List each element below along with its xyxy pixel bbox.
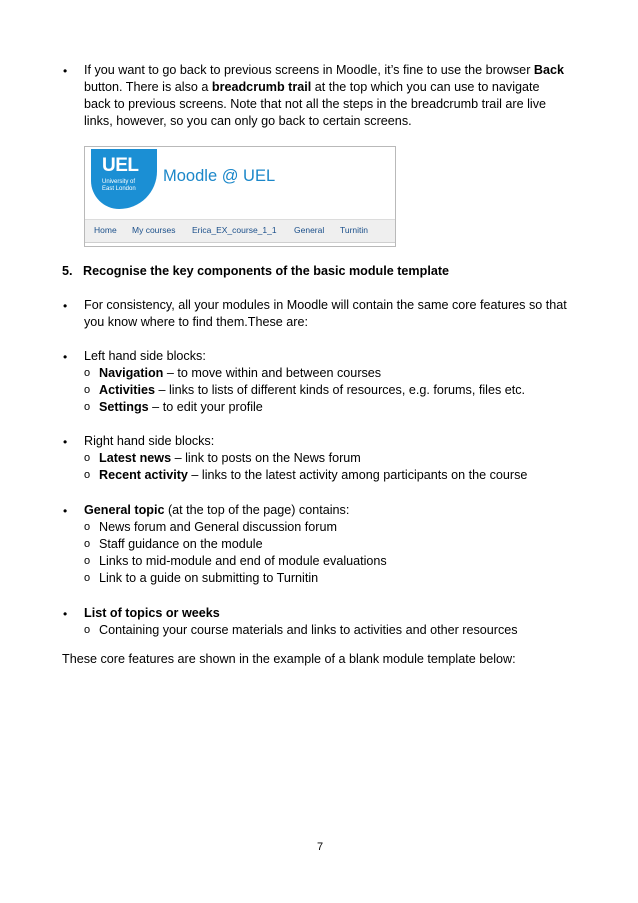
consistency-paragraph xyxy=(84,297,584,331)
item-text: – to edit your profile xyxy=(148,400,263,414)
intro-text-2: button. There is also a xyxy=(84,80,212,94)
list-item xyxy=(99,382,579,399)
list-item: Links to mid-module and end of module evaluations xyxy=(99,554,387,568)
subbullet-icon: o xyxy=(84,367,91,379)
bullet-icon: • xyxy=(63,350,68,364)
subbullet-icon: o xyxy=(84,401,91,413)
subbullet-icon: o xyxy=(84,521,91,533)
breadcrumb-my-courses[interactable]: My courses xyxy=(132,225,176,235)
list-item xyxy=(99,365,579,382)
item-bold: Activities xyxy=(99,383,155,397)
bullet-icon: • xyxy=(63,504,68,518)
breadcrumb-general[interactable]: General xyxy=(294,225,325,235)
subbullet-icon: o xyxy=(84,555,91,567)
left-blocks-heading: Left hand side blocks: xyxy=(84,349,206,363)
subbullet-icon: o xyxy=(84,538,91,550)
breadcrumb-home[interactable]: Home xyxy=(94,225,117,235)
section-number: 5. xyxy=(62,264,73,278)
section-title: Recognise the key components of the basic module template xyxy=(83,264,450,278)
list-item xyxy=(99,399,579,416)
page-number: 7 xyxy=(316,841,324,853)
list-item: Containing your course materials and links to activities and other resources xyxy=(99,623,518,637)
general-topic-text: (at the top of the page) contains: xyxy=(164,503,350,517)
intro-paragraph xyxy=(84,62,584,130)
uel-logo xyxy=(91,149,157,209)
intro-text-3: at the top which you can use to navigate xyxy=(311,80,540,94)
item-text: – to move within and between courses xyxy=(163,366,382,380)
intro-bold-back: Back xyxy=(533,63,564,77)
breadcrumb-turnitin[interactable]: Turnitin xyxy=(340,225,369,235)
item-text: – links to lists of different kinds of resources, e.g. forums, files etc. xyxy=(155,383,526,397)
item-bold: Recent activity xyxy=(99,468,188,482)
right-blocks-heading: Right hand side blocks: xyxy=(84,434,215,448)
list-item: Staff guidance on the module xyxy=(99,537,263,551)
logo-subtitle xyxy=(102,179,136,192)
item-bold: Navigation xyxy=(99,366,164,380)
site-title: Moodle @ UEL xyxy=(163,167,276,185)
list-item xyxy=(99,467,579,484)
logo-text: UEL xyxy=(102,155,139,176)
subbullet-icon: o xyxy=(84,469,91,481)
intro-text-4: back to previous screens. Note that not all the steps in the breadcrumb trail are live xyxy=(84,97,547,111)
item-text: – links to the latest activity among participants on the course xyxy=(187,468,528,482)
intro-bold-breadcrumb: breadcrumb trail xyxy=(211,80,312,94)
general-topic-bold: General topic xyxy=(84,503,165,517)
breadcrumb-course[interactable]: Erica_EX_course_1_1 xyxy=(192,225,277,235)
bullet-icon: • xyxy=(63,64,68,78)
closing-paragraph: These core features are shown in the example of a blank module template below: xyxy=(62,652,516,666)
item-bold: Settings xyxy=(99,400,149,414)
list-item xyxy=(99,450,579,467)
subbullet-icon: o xyxy=(84,624,91,636)
list-item: Link to a guide on submitting to Turnitin xyxy=(99,571,319,585)
subbullet-icon: o xyxy=(84,384,91,396)
logo-sub-1: University of xyxy=(102,179,136,185)
item-text: – link to posts on the News forum xyxy=(171,451,361,465)
subbullet-icon: o xyxy=(84,572,91,584)
consistency-text-1: For consistency, all your modules in Moodle will contain the same core features so that xyxy=(84,298,567,312)
moodle-header-screenshot xyxy=(84,146,396,247)
bullet-icon: • xyxy=(63,607,68,621)
logo-sub-2: East London xyxy=(102,185,136,192)
general-topic-heading xyxy=(84,502,584,519)
list-item: News forum and General discussion forum xyxy=(99,520,337,534)
item-bold: Latest news xyxy=(99,451,172,465)
section-heading xyxy=(62,263,582,280)
bullet-icon: • xyxy=(63,299,68,313)
topics-heading: List of topics or weeks xyxy=(84,606,220,620)
breadcrumb xyxy=(85,219,395,243)
consistency-text-2: you know where to find them.These are: xyxy=(84,315,309,329)
intro-text-5: links, however, so you can only go back to certain screens. xyxy=(84,114,412,128)
bullet-icon: • xyxy=(63,435,68,449)
subbullet-icon: o xyxy=(84,452,91,464)
intro-text-1: If you want to go back to previous screens in Moodle, it’s fine to use the browser xyxy=(84,63,534,77)
